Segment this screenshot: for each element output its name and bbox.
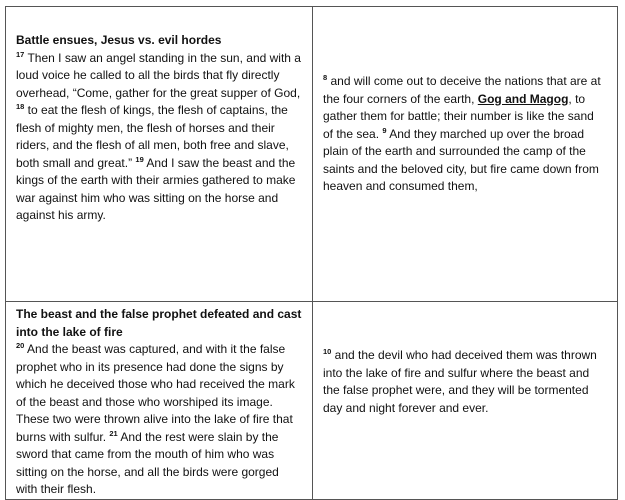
cell-gog-magog-passage xyxy=(313,7,618,302)
verse-number: 21 xyxy=(109,428,118,438)
section-heading-lake-of-fire: The beast and the false prophet defeated and cast into the lake of fire xyxy=(16,307,302,339)
cell-devil-thrown-passage xyxy=(313,302,618,500)
verse-number: 9 xyxy=(382,125,387,135)
gog-magog-link[interactable]: Gog and Magog xyxy=(477,91,569,106)
passage-text xyxy=(16,341,302,499)
passage-text xyxy=(16,50,302,225)
verse-number: 17 xyxy=(16,49,25,59)
table-row xyxy=(6,7,618,302)
verse-text: Then I saw an angel standing in the sun, and with a loud voice he called to all the birds that fly directly overhead, “Come, gather for the great supper of God, xyxy=(16,50,301,100)
verse-text: and the devil who had deceived them was thrown into the lake of fire and sulfur where the beast and the false prophet were, and they will be tormented day and night forever and ever. xyxy=(323,348,597,415)
verse-number: 18 xyxy=(16,102,25,111)
verse-number: 19 xyxy=(135,154,144,164)
verse-text: And I saw the beast and the kings of the earth with their armies gathered to make war against him who was sitting on the horse and against his army. xyxy=(16,155,296,222)
cell-lake-of-fire-passage xyxy=(6,302,313,500)
section-heading-battle: Battle ensues, Jesus vs. evil hordes xyxy=(16,33,222,47)
verse-text: and will come out to deceive the nations that are at the four corners of the earth, xyxy=(323,74,601,106)
verse-number: 8 xyxy=(323,73,328,82)
verse-text: And the rest were slain by the sword that came from the mouth of him who was sitting on the horse, and all the birds were gorged with their flesh. xyxy=(16,429,279,496)
passage-text xyxy=(323,73,607,196)
verse-number: 20 xyxy=(16,341,25,350)
verse-text: , to gather them for battle; their number is like the sand of the sea. xyxy=(323,91,594,141)
cell-battle-passage xyxy=(6,7,313,302)
table-row xyxy=(6,302,618,500)
verse-text: And they marched up over the broad plain of the earth and surrounded the camp of the saints and the beloved city, but fire came down from heaven and consumed them, xyxy=(323,126,599,193)
comparison-document xyxy=(5,6,617,496)
passage-text xyxy=(323,347,607,417)
verse-text: And the beast was captured, and with it the false prophet who in its presence had done the signs by which he deceived those who had received the mark of the beast and those who worshiped its image. These two were thrown alive into the lake of fire that burns with sulfur. xyxy=(16,342,295,444)
verse-number: 10 xyxy=(323,347,332,356)
comparison-table xyxy=(5,6,618,500)
verse-text: to eat the flesh of kings, the flesh of captains, the flesh of mighty men, the flesh of horses and their riders, and the flesh of all men, both free and slave, both small and great.” xyxy=(16,103,289,170)
